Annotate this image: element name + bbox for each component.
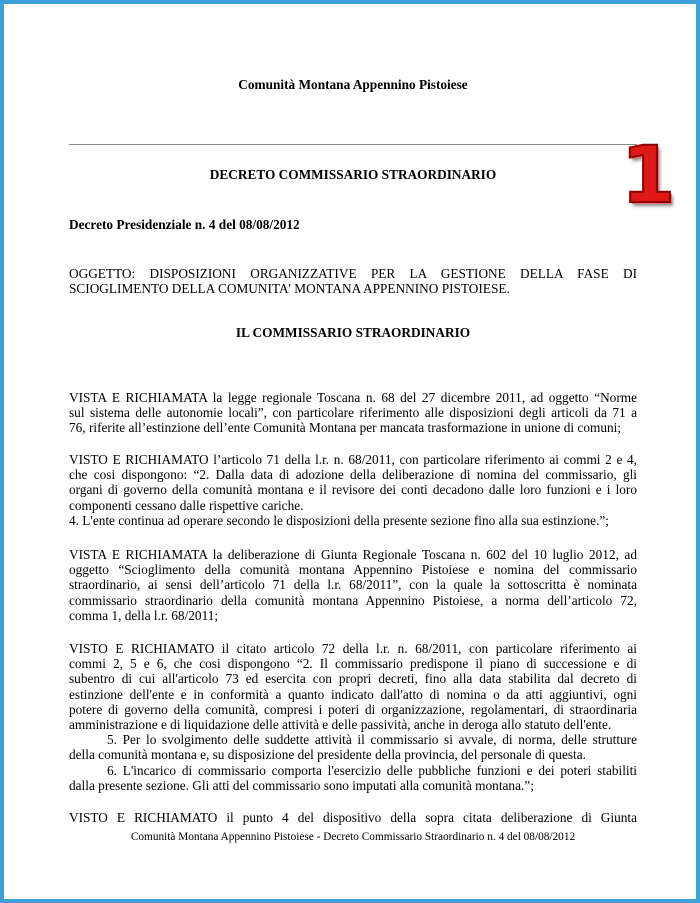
paragraph-line: dalla presente sezione. Gli atti del commissario sono imputati alla comunità montana.”; [69, 777, 534, 793]
paragraph-vista-delibera [69, 547, 637, 623]
paragraph-visto-art71 [69, 452, 637, 528]
paragraph-line: commi 2, 5 e 6, che cosi dispongono “2. Il commissario predispone il piano di successione e di [69, 656, 637, 672]
paragraph-line: sul sistema delle autonomie locali”, con particolare riferimento alle disposizioni degli articoli da 71 a [69, 405, 637, 421]
paragraph-line: VISTO E RICHIAMATO il citato articolo 72 della l.r. n. 68/2011, con particolare riferimento ai [69, 641, 637, 656]
section-heading: IL COMMISSARIO STRAORDINARIO [235, 325, 471, 340]
page-footer: Comunità Montana Appennino Pistoiese - Decreto Commissario Straordinario n. 4 del 08/08/2012 [130, 831, 576, 843]
paragraph-line: comma 1, della l.r. 68/2011; [69, 607, 219, 623]
paragraph-line: VISTO E RICHIAMATO il punto 4 del dispositivo della sopra citata deliberazione di Giunta [69, 810, 637, 825]
paragraph-line: potere di governo della comunità, compresi i poteri di organizzazione, regolamentari, di straordinaria [69, 701, 637, 717]
decree-title: DECRETO COMMISSARIO STRAORDINARIO [209, 167, 497, 182]
paragraph-visto-punto4 [69, 810, 637, 825]
paragraph-line: 4. L'ente continua ad operare secondo le disposizioni della presente sezione fino alla sua estinzione.”; [69, 512, 609, 528]
header-divider [69, 144, 637, 145]
paragraph-line: VISTO E RICHIAMATO l’articolo 71 della l.r. n. 68/2011, con particolare riferimento ai commi 2 e 4, [69, 452, 637, 467]
paragraph-line: 5. Per lo svolgimento delle suddette attività il commissario si avvale, di norma, delle strutture [107, 732, 637, 748]
paragraph-line: estinzione dell'ente e in conformità a quanto indicato dall'atto di nomina o da atti aggiuntivi, ogni [69, 686, 637, 702]
page-number-badge: 1 [621, 131, 676, 221]
paragraph-line: 6. L'incarico di commissario comporta l'esercizio delle pubbliche funzioni e dei poteri stabiliti [107, 762, 637, 778]
paragraph-line: amministrazione e di liquidazione delle attività e delle passività, anche in deroga allo statuto dell'ente. [69, 717, 612, 733]
paragraph-line: VISTA E RICHIAMATA la deliberazione di Giunta Regionale Toscana n. 602 del 10 luglio 2012, ad [69, 547, 637, 562]
paragraph-line: componenti cessano dalle rispettive cariche. [69, 497, 304, 513]
paragraph-line: VISTA E RICHIAMATA la legge regionale Toscana n. 68 del 27 dicembre 2011, ad oggetto “Norme [69, 390, 637, 405]
paragraph-line: oggetto “Scioglimento della comunità montana Appennino Pistoiese e nomina del commissario [69, 562, 637, 578]
paragraph-line: 76, riferite all’estinzione dell’ente Comunità Montana per mancata trasformazione in unione di comuni; [69, 420, 622, 436]
decree-subject: OGGETTO: DISPOSIZIONI ORGANIZZATIVE PER LA GESTIONE DELLA FASE DI SCIOGLIMENTO DELLA COMUNITA' MONTANA APPENNINO PISTOIESE. [69, 266, 637, 297]
decree-reference: Decreto Presidenziale n. 4 del 08/08/2012 [69, 217, 300, 232]
paragraph-line: della comunità montana e, su disposizione del presidente della provincia, del personale di questa. [69, 747, 586, 763]
paragraph-vista-legge [69, 390, 637, 436]
organization-header: Comunità Montana Appennino Pistoiese [238, 77, 468, 92]
paragraph-line: commissario straordinario della comunità montana Appennino Pistoiese, a norma dell’articolo 72, [69, 592, 637, 608]
paragraph-line: subentro di cui all'articolo 73 ed esercita con propri decreti, fino alla data stabilita dal decreto di [69, 671, 637, 687]
paragraph-line: che cosi dispongono: “2. Dalla data di adozione della deliberazione di nomina del commissario, gli [69, 467, 637, 483]
paragraph-visto-art72 [69, 641, 637, 793]
paragraph-line: straordinario, ai sensi dell’articolo 71 della l.r. 68/2011”, con la quale la sottoscritta è nominata [69, 577, 637, 593]
paragraph-line: organi di governo della comunità montana e il revisore dei conti decadono dalle loro funzioni e i loro [69, 482, 637, 498]
